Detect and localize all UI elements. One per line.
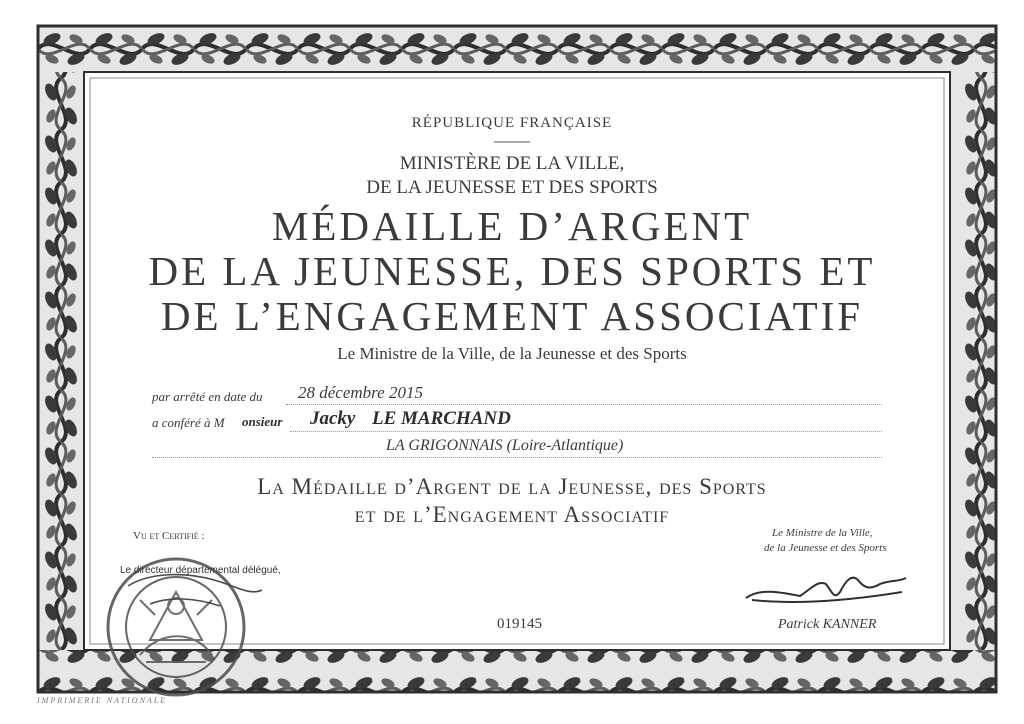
minister-name: Patrick KANNER xyxy=(778,617,877,632)
date-value: 28 décembre 2015 xyxy=(298,383,423,402)
award-line-1: La Médaille d’Argent de la Jeunesse, des Sports xyxy=(257,474,767,499)
medal-title-line-1: MÉDAILLE D’ARGENT xyxy=(271,203,753,249)
certified-label: Vu et Certifié : xyxy=(133,530,205,542)
ministry-line-2: DE LA JEUNESSE ET DES SPORTS xyxy=(366,177,658,198)
minister-title-2: de la Jeunesse et des Sports xyxy=(764,542,887,554)
location-line xyxy=(152,457,882,458)
recipient-lastname: LE MARCHAND xyxy=(372,408,511,429)
recipient-location: LA GRIGONNAIS (Loire-Atlantique) xyxy=(386,437,624,454)
award-line-2: et de l’Engagement Associatif xyxy=(354,502,670,527)
medal-title-line-3: DE L’ENGAGEMENT ASSOCIATIF xyxy=(160,293,864,339)
medal-title-line-2: DE LA JEUNESSE, DES SPORTS ET xyxy=(148,248,876,294)
minister-title-1: Le Ministre de la Ville, xyxy=(772,527,873,539)
date-line xyxy=(286,404,882,405)
recipient-title: onsieur xyxy=(242,414,283,429)
recipient-line xyxy=(290,431,882,432)
date-label: par arrêté en date du xyxy=(152,389,263,404)
recipient-firstname: Jacky xyxy=(310,408,356,429)
ministry-line-1: MINISTÈRE DE LA VILLE, xyxy=(399,153,625,174)
recipient-label: a conféré à M xyxy=(152,415,225,430)
printer-credit: IMPRIMERIE NATIONALE xyxy=(37,696,168,705)
serial-number: 019145 xyxy=(497,616,542,632)
minister-subtitle: Le Ministre de la Ville, de la Jeunesse et des Sports xyxy=(337,344,687,363)
republic-header: RÉPUBLIQUE FRANÇAISE xyxy=(411,115,613,131)
stamp-director-text: Le directeur départemental délégué, xyxy=(120,565,281,576)
